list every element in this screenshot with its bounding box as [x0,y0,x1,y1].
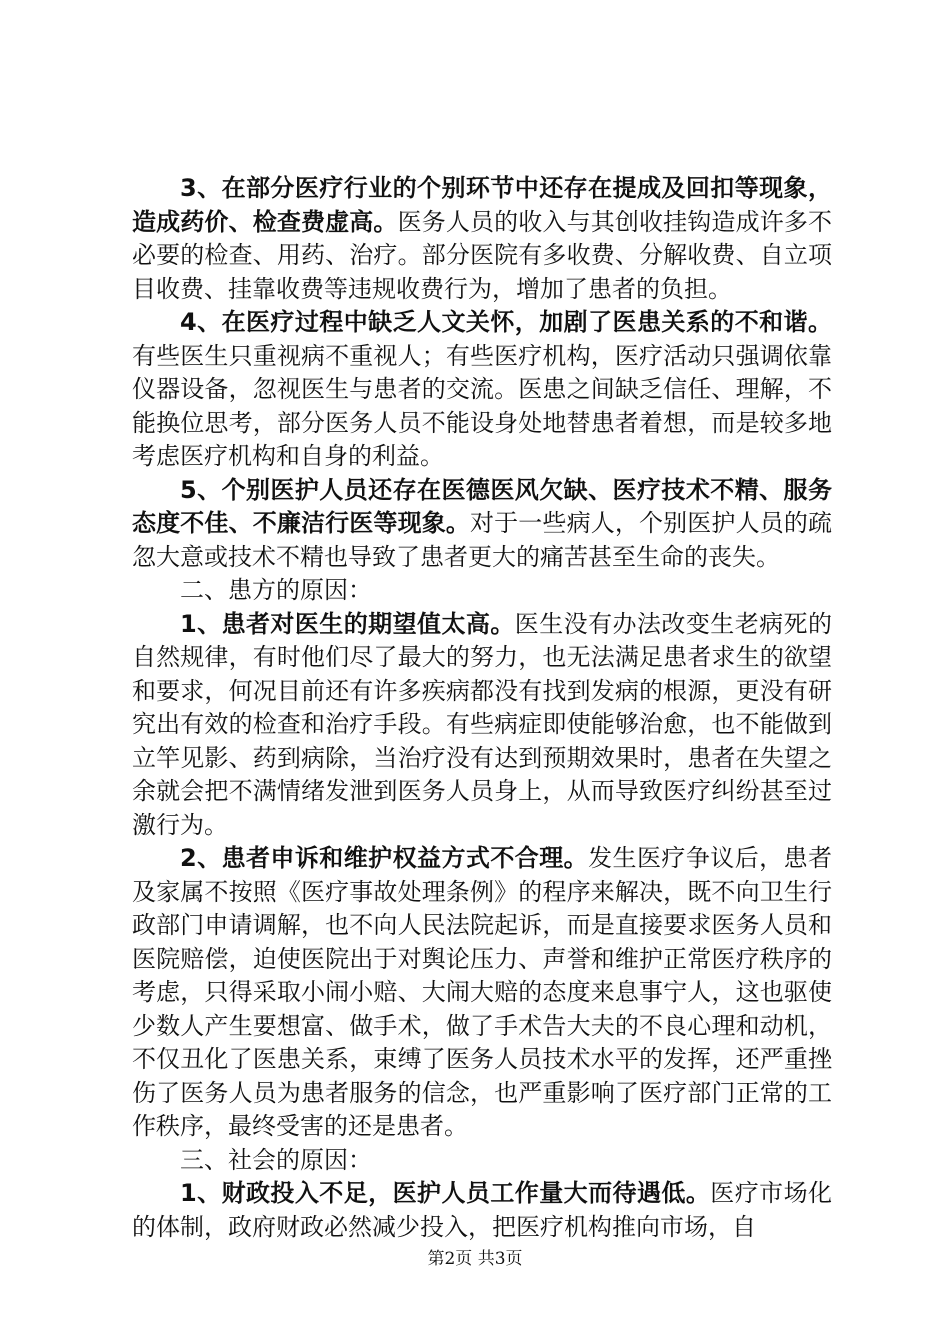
document-body [132,172,832,1244]
page-number-footer: 第2页 共3页 [427,1249,523,1269]
paragraph-lead: 3、在部分医疗行业的个别环节中还存在提成及回扣等现象，造成药价、检查费虚高。 [132,174,832,236]
section-heading-society: 三、社会的原因： [180,1145,372,1174]
paragraph-text: 发生医疗争议后，患者及家属不按照《医疗事故处理条例》的程序来解决，既不向卫生行政部门申请调解，也不向人民法院起诉，而是直接要求医务人员和医院赔偿，迫使医院出于对舆论压力、声誉和维护正常医疗秩序的考虑，只得采取小闹小赔、大闹大赔的态度来息事宁人，这也驱使少数人产生要想富、做手术，做了手术告大夫的不良心理和动机，不仅丑化了医患关系，束缚了医务人员技术水平的发挥，还严重挫伤了医务人员为患者服务的信念，也严重影响了医疗部门正常的工作秩序，最终受害的还是患者。 [132,844,833,1140]
paragraph-patient-1 [132,608,832,843]
paragraph-patient-2 [132,842,832,1144]
paragraph-lead: 5、个别医护人员还存在医德医风欠缺、医疗技术不精、服务态度不佳、不廉洁行医等现象。 [132,475,832,537]
section-heading-patient: 二、患方的原因： [180,576,372,604]
paragraph-text: 医务人员的收入与其创收挂钩造成许多不必要的检查、用药、治疗。部分医院有多收费、分解收费、自立项目收费、挂靠收费等违规收费行为，增加了患者的负担。 [132,207,833,303]
paragraph-society-1 [132,1177,832,1244]
paragraph-lead: 4、在医疗过程中缺乏人文关怀，加剧了医患关系的不和谐。 [180,308,832,336]
paragraph-5 [132,474,832,575]
paragraph-text: 医疗市场化的体制，政府财政必然减少投入，把医疗机构推向市场，自 [132,1179,833,1241]
paragraph-3 [132,172,832,306]
paragraph-4 [132,306,832,474]
paragraph-lead: 1、患者对医生的期望值太高。 [180,609,515,638]
paragraph-text: 对于一些病人，个别医护人员的疏忽大意或技术不精也导致了患者更大的痛苦甚至生命的丧失。 [132,509,832,571]
paragraph-lead: 2、患者申诉和维护权益方式不合理。 [180,844,589,872]
paragraph-lead: 1、财政投入不足，医护人员工作量大而待遇低。 [180,1179,711,1207]
paragraph-text: 有些医生只重视病不重视人；有些医疗机构，医疗活动只强调依靠仪器设备，忽视医生与患者的交流。医患之间缺乏信任、理解，不能换位思考，部分医务人员不能设身处地替患者着想，而是较多地考虑医疗机构和自身的利益。 [132,341,832,470]
paragraph-text: 医生没有办法改变生老病死的自然规律，有时他们尽了最大的努力，也无法满足患者求生的欲望和要求，何况目前还有许多疾病都没有找到发病的根源，更没有研究出有效的检查和治疗手段。有些病症即使能够治愈，也不能做到立竿见影、药到病除，当治疗没有达到预期效果时，患者在失望之余就会把不满情绪发泄到医务人员身上，从而导致医疗纠纷甚至过激行为。 [132,609,832,839]
